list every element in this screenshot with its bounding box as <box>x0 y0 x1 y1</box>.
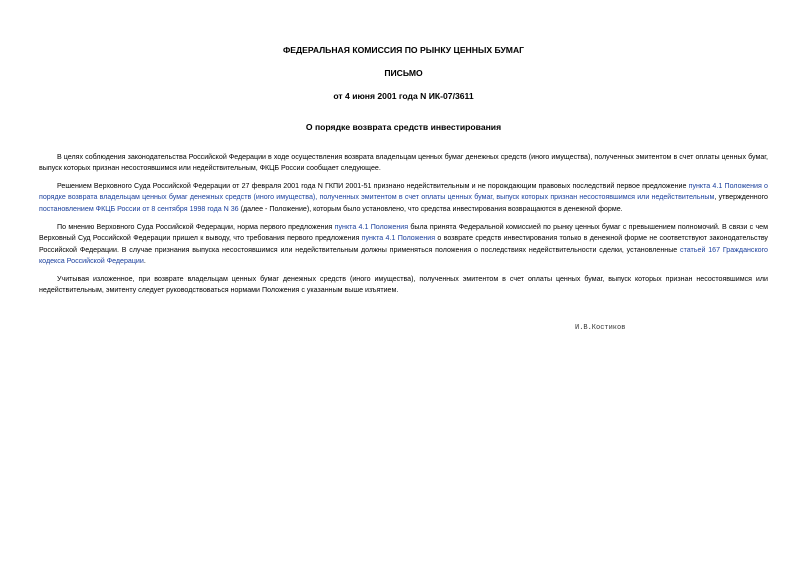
signature: И.В.Костиков <box>575 324 626 332</box>
paragraph-3 <box>39 222 768 267</box>
paragraph-3-text-2: была принята Федеральной комиссией по рынку ценных бумаг с превышением полномочий. В связи с чем Верховный Суд Российской Федерации пришел к выводу, что требования первого предложения <box>39 223 768 243</box>
paragraph-2 <box>39 181 768 215</box>
issuing-agency: ФЕДЕРАЛЬНАЯ КОМИССИЯ ПО РЫНКУ ЦЕННЫХ БУМАГ <box>282 45 525 55</box>
document-subject: О порядке возврата средств инвестирования <box>305 122 502 132</box>
paragraph-1: В целях соблюдения законодательства Российской Федерации в ходе осуществления возврата владельцам ценных бумаг денежных средств (иного имущества), полученных эмитентом в счет оплаты ценных бумаг, выпуск которых признан несостоявшимся или недействительным, ФКЦБ России сообщает следующее. <box>39 153 768 173</box>
link-regulation-clause-4-1[interactable]: пункта 4.1 Положения о порядке возврата владельцам ценных бумаг денежных средств (иного имущества), полученных эмитентом в счет оплаты ценных бумаг, выпуск которых признан несостоявшимся или недействительным <box>39 182 768 202</box>
document-type: ПИСЬМО <box>384 68 423 78</box>
link-clause-4-1-b[interactable]: пункта 4.1 Положения <box>361 234 436 243</box>
paragraph-3-text-3: о возврате средств инвестирования только в денежной форме не соответствуют законодательству Российской Федерации. В случае признания выпуска несостоявшимся или недействительным должны применяться положения о последствиях недействительности сделки, установленные <box>39 234 768 254</box>
paragraph-2-text-3: (далее - Положение), которым было установлено, что средства инвестирования возвращаются в денежной форме. <box>238 204 623 213</box>
paragraph-4: Учитывая изложенное, при возврате владельцам ценных бумаг денежных средств (иного имущества), полученных эмитентом в счет оплаты ценных бумаг, выпуск которых признан несостоявшимся или недействительным, эмитенту следует руководствоваться нормами Положения с указанным выше изъятием. <box>39 275 768 295</box>
link-civil-code-article-167[interactable]: статьей 167 Гражданского кодекса Российской Федерации <box>39 245 768 265</box>
paragraph-2-text-1: Решением Верховного Суда Российской Федерации от 27 февраля 2001 года N ГКПИ 2001-51 признано недействительным и не порождающим правовых последствий первое предложение <box>57 182 689 190</box>
paragraph-3-text-4: . <box>143 256 146 265</box>
paragraph-3-text-1: По мнению Верховного Суда Российской Федерации, норма первого предложения <box>57 223 335 231</box>
paragraph-2-text-2: , утвержденного <box>714 193 768 202</box>
link-clause-4-1-a[interactable]: пункта 4.1 Положения <box>334 223 409 231</box>
document-date-number: от 4 июня 2001 года N ИК-07/3611 <box>333 91 474 101</box>
link-fkcb-resolution-36[interactable]: постановлением ФКЦБ России от 8 сентября 1998 года N 36 <box>39 204 239 213</box>
